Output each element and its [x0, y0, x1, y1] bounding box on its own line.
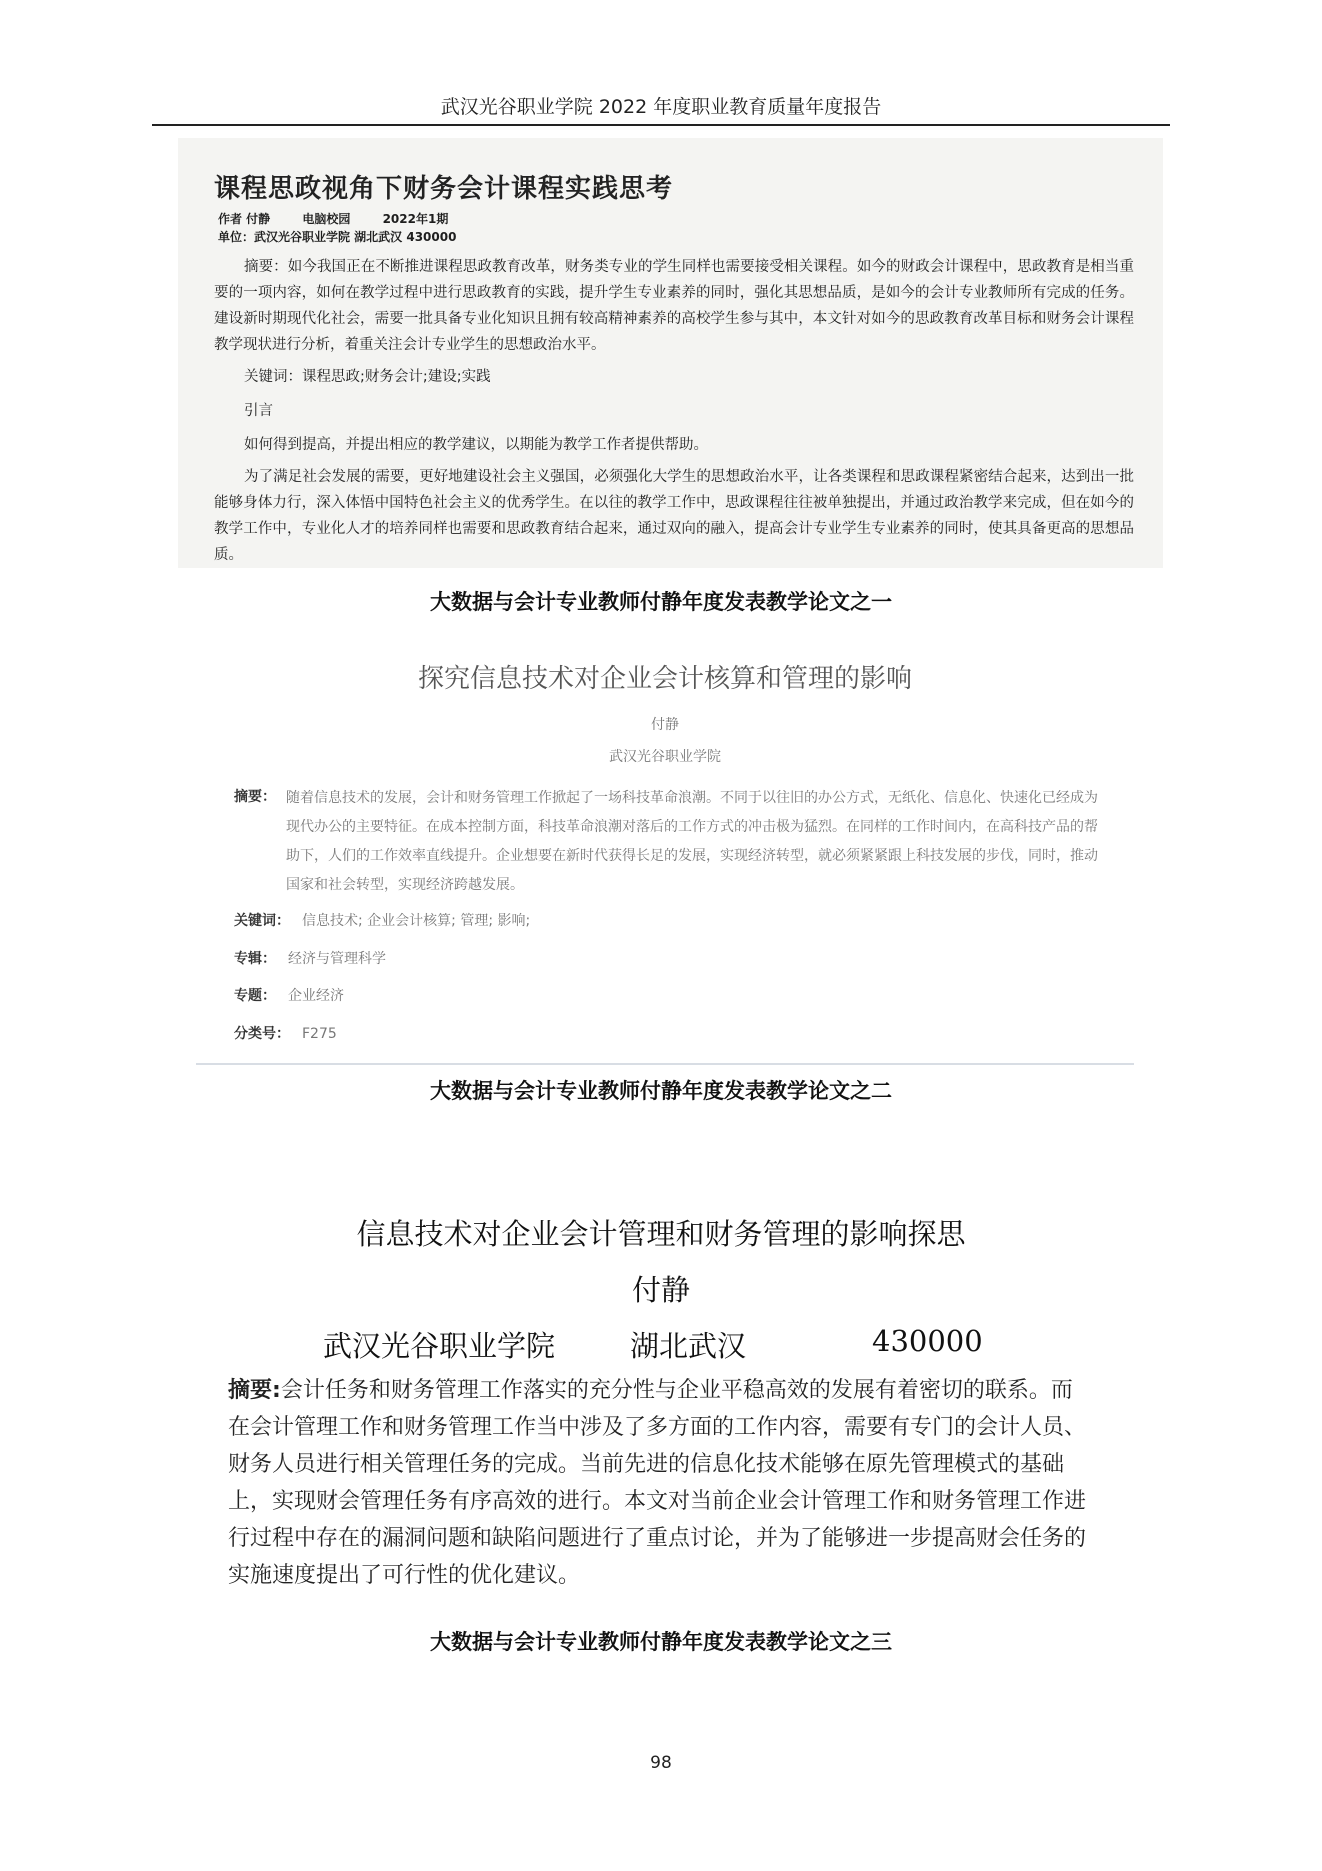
paper-3-abstract: 会计任务和财务管理工作落实的充分性与企业平稳高效的发展有着密切的联系。而在会计管理工作和财务管理工作当中涉及了多方面的工作内容，需要有专门的会计人员、财务人员进行相关管理任务的完成。当前先进的信息化技术能够在原先管理模式的基础上，实现财会管理任务有序高效的进行。本文对当前企业会计管理工作和财务管理工作进行过程中存在的漏洞问题和缺陷问题进行了重点讨论，并为了能够进一步提高财会任务的实施速度提出了可行性的优化建议。 — [228, 1378, 1087, 1588]
paper-3-org: 武汉光谷职业学院 — [323, 1329, 556, 1363]
page-number: 98 — [650, 1753, 672, 1773]
paper-3-abstract-label: 摘要: — [228, 1378, 281, 1403]
paper-1-para-2: 为了满足社会发展的需要，更好地建设社会主义强国，必须强化大学生的思想政治水平，让各类课程和思政课程紧密结合起来，达到出一批能够身体力行，深入体悟中国特色社会主义的优秀学生。在以往的教学工作中，思政课程往往被单独提出，并通过政治教学来完成，但在如今的教学工作中，专业化人才的培养同样也需要和思政教育结合起来，通过双向的融入，提高会计专业学生专业素养的同时，使其具备更高的思想品质。 — [214, 469, 1134, 563]
paper-2-abstract-label: 摘要： — [234, 789, 276, 805]
paper-1-meta — [218, 210, 476, 227]
paper-3-title: 信息技术对企业会计管理和财务管理的影响探思 — [356, 1217, 966, 1251]
paper-1-para-1: 如何得到提高，并提出相应的教学建议，以期能为教学工作者提供帮助。 — [244, 437, 708, 453]
paper-2-topic-label: 专题： — [234, 988, 276, 1004]
paper-2-class-row — [234, 1023, 337, 1043]
caption-3: 大数据与会计专业教师付静年度发表教学论文之三 — [430, 1630, 892, 1654]
paper-2-keywords-row — [234, 910, 530, 930]
paper-2-keywords-label: 关键词： — [234, 913, 290, 929]
paper-1-intro: 引言 — [244, 403, 273, 419]
paper-2-series-label: 专辑： — [234, 951, 276, 967]
paper-2-topic-row — [234, 985, 344, 1005]
header-rule — [152, 124, 1170, 126]
paper-2-series: 经济与管理科学 — [288, 951, 386, 967]
paper-3-abstract-block — [228, 1372, 1088, 1594]
paper-1-abstract: 摘要：如今我国正在不断推进课程思政教育改革，财务类专业的学生同样也需要接受相关课程。如今的财政会计课程中，思政教育是相当重要的一项内容，如何在教学过程中进行思政教育的实践，提升学生专业素养的同时，强化其思想品质，是如今的会计专业教师所有完成的任务。建设新时期现代化社会，需要一批具备专业化知识且拥有较高精神素养的高校学生参与其中，本文针对如今的思政教育改革目标和财务会计课程教学现状进行分析，着重关注会计专业学生的思想政治水平。 — [214, 259, 1134, 353]
paper-2-abstract: 随着信息技术的发展，会计和财务管理工作掀起了一场科技革命浪潮。不同于以往旧的办公方式，无纸化、信息化、快速化已经成为现代办公的主要特征。在成本控制方面，科技革命浪潮对落后的工作方式的冲击极为猛烈。在同样的工作时间内，在高科技产品的帮助下，人们的工作效率直线提升。企业想要在新时代获得长足的发展，实现经济转型，就必须紧紧跟上科技发展的步伐，同时，推动国家和社会转型，实现经济跨越发展。 — [286, 790, 1098, 893]
paper-clipping-2 — [196, 618, 1134, 1058]
paper-1-author: 作者 付静 — [218, 212, 271, 226]
paper-2-author: 付静 — [651, 717, 679, 733]
paper-3-city: 湖北武汉 — [630, 1329, 747, 1363]
page-header: 武汉光谷职业学院 2022 年度职业教育质量年度报告 — [440, 96, 882, 118]
paper-clipping-1 — [178, 138, 1163, 568]
paper-1-title: 课程思政视角下财务会计课程实践思考 — [214, 174, 674, 204]
paper-2-class: F275 — [302, 1026, 337, 1042]
paper-1-source: 电脑校园 — [302, 212, 351, 226]
paper-3-zip: 430000 — [872, 1324, 983, 1358]
paper-1-issue: 2022年1期 — [382, 212, 449, 226]
paper-2-series-row — [234, 948, 386, 968]
paper-clipping-2-rule — [196, 1063, 1134, 1065]
paper-2-org: 武汉光谷职业学院 — [609, 749, 721, 765]
paper-2-topic: 企业经济 — [288, 988, 344, 1004]
paper-2-keywords: 信息技术; 企业会计核算; 管理; 影响; — [302, 913, 531, 929]
paper-2-title: 探究信息技术对企业会计核算和管理的影响 — [417, 664, 912, 694]
paper-2-class-label: 分类号： — [234, 1026, 290, 1042]
caption-1: 大数据与会计专业教师付静年度发表教学论文之一 — [430, 590, 892, 614]
caption-2: 大数据与会计专业教师付静年度发表教学论文之二 — [430, 1079, 892, 1103]
paper-1-unit: 单位：武汉光谷职业学院 湖北武汉 430000 — [218, 230, 457, 244]
paper-1-keywords: 关键词：课程思政;财务会计;建设;实践 — [244, 369, 491, 385]
paper-3-author: 付静 — [631, 1273, 690, 1307]
